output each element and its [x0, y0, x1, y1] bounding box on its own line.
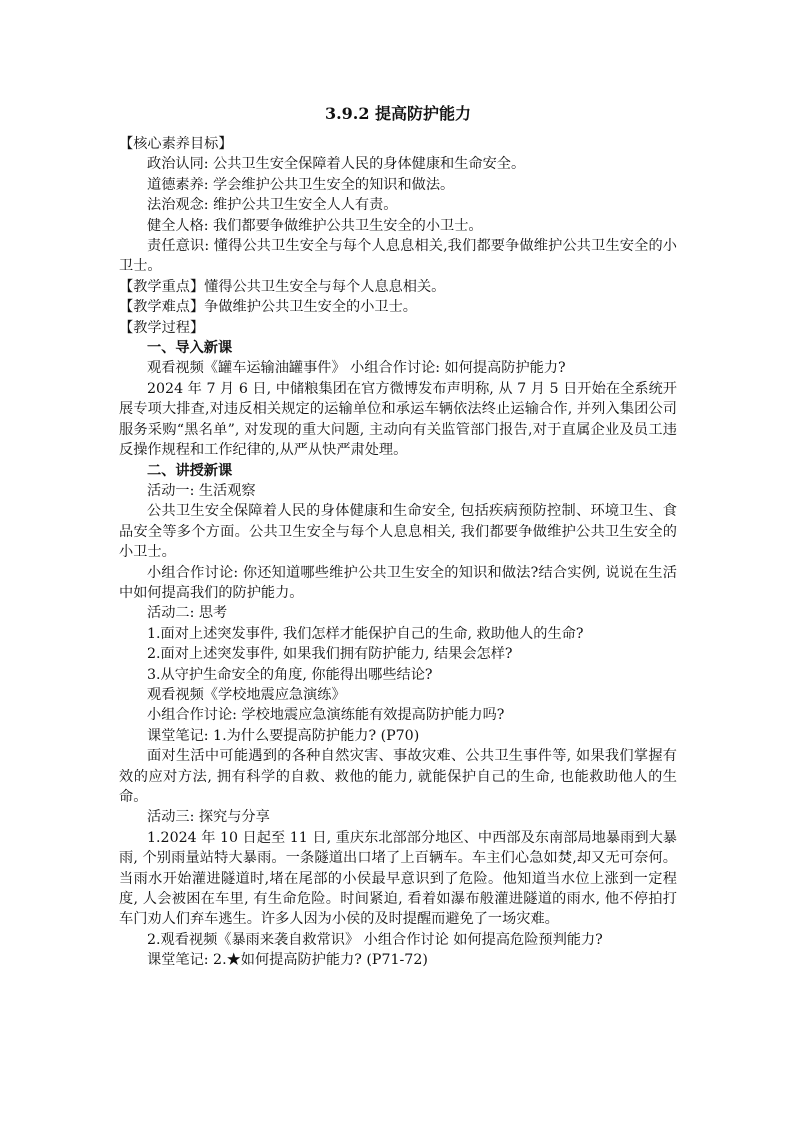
- core-politics: 政治认同: 公共卫生安全保障着人民的身体健康和生命安全。: [147, 156, 526, 173]
- activity1-text: 公共卫生安全保障着人民的身体健康和生命安全, 包括疾病预防控制、环境卫生、食品安全等多个方面。公共卫生安全与每个人息息相关, 我们都要争做维护公共卫生安全的小卫士。: [119, 503, 677, 561]
- part1-video: 观看视频《罐车运输油罐事件》 小组合作讨论: 如何提高防护能力?: [147, 360, 566, 377]
- page-title: 3.9.2 提高防护能力: [324, 104, 472, 123]
- activity1-title: 活动一: 生活观察: [147, 482, 256, 499]
- core-personality: 健全人格: 我们都要争做维护公共卫生安全的小卫士。: [147, 217, 483, 234]
- key-point: 【教学重点】懂得公共卫生安全与每个人息息相关。: [119, 278, 446, 295]
- activity2-title: 活动二: 思考: [147, 605, 228, 622]
- activity1-discussion: 小组合作讨论: 你还知道哪些维护公共卫生安全的知识和做法?结合实例, 说说在生活中如何提高我们的防护能力。: [119, 564, 677, 601]
- part2-heading: 二、讲授新课: [147, 462, 233, 479]
- document-body: [119, 104, 677, 971]
- core-morality: 道德素养: 学会维护公共卫生安全的知识和做法。: [147, 176, 455, 193]
- section-core-heading: 【核心素养目标】: [119, 136, 233, 152]
- activity2-video: 观看视频《学校地震应急演练》: [147, 686, 346, 703]
- core-responsibility: 责任意识: 懂得公共卫生安全与每个人息息相关,我们都要争做维护公共卫生安全的小卫士。: [119, 238, 677, 275]
- activity2-q3: 3.从守护生命安全的角度, 你能得出哪些结论?: [147, 666, 433, 683]
- part1-heading: 一、导入新课: [147, 340, 233, 357]
- activity3-note2: 课堂笔记: 2.★如何提高防护能力? (P71-72): [147, 952, 428, 969]
- activity2-q2: 2.面对上述突发事件, 如果我们拥有防护能力, 结果会怎样?: [147, 646, 513, 663]
- activity2-note1-text: 面对生活中可能遇到的各种自然灾害、事故灾难、公共卫生事件等, 如果我们掌握有效的应对方法, 拥有科学的自救、救他的能力, 就能保护自己的生命, 也能救助他人的生命。: [119, 748, 677, 805]
- activity3-case2: 2.观看视频《暴雨来袭自救常识》 小组合作讨论 如何提高危险预判能力?: [147, 931, 603, 948]
- core-law: 法治观念: 维护公共卫生安全人人有责。: [147, 197, 398, 214]
- difficulty: 【教学难点】争做维护公共卫生安全的小卫士。: [119, 299, 417, 316]
- activity2-discussion: 小组合作讨论: 学校地震应急演练能有效提高防护能力吗?: [147, 707, 505, 724]
- activity3-title: 活动三: 探究与分享: [147, 809, 270, 826]
- part1-text: 2024 年 7 月 6 日, 中储粮集团在官方微博发布声明称, 从 7 月 5 日开始在全系统开展专项大排查,对违反相关规定的运输单位和承运车辆依法终止运输合作, 并列入集团公司服务采购“黑名单”, 对发现的重大问题, 主动向有关监管部门报告,对于直属企业及员工违反操作规程和工作纪律的,从严从快严肃处理。: [119, 380, 677, 459]
- activity2-note1: 课堂笔记: 1.为什么要提高防护能力? (P70): [147, 727, 420, 744]
- section-process-heading: 【教学过程】: [119, 319, 205, 336]
- activity2-q1: 1.面对上述突发事件, 我们怎样才能保护自己的生命, 救助他人的生命?: [147, 625, 584, 642]
- activity3-case1: 1.2024 年 10 日起至 11 日, 重庆东北部部分地区、中西部及东南部局地暴雨到大暴雨, 个别雨量站特大暴雨。一条隧道出口堵了上百辆车。车主们心急如焚,却又无可奈何。当雨水开始灌进隧道时,堵在尾部的小侯最早意识到了危险。他知道当水位上涨到一定程度, 人会被困在车里, 有生命危险。时间紧迫, 看着如瀑布般灌进隧道的雨水, 他不停拍打车门劝人们弃车逃生。许多人因为小侯的及时提醒而避免了一场灾难。: [119, 829, 677, 928]
